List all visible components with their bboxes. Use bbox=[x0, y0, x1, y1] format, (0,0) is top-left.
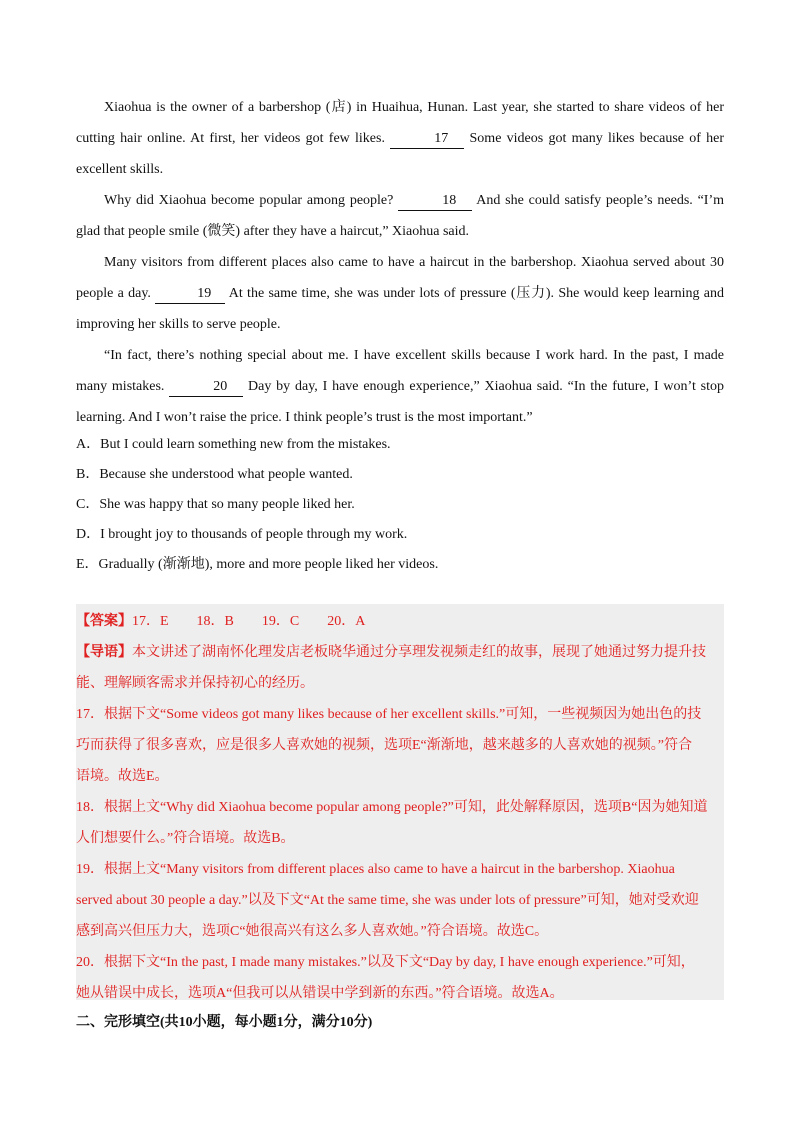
paragraph-text: And she could satisfy people’s needs. “I’m glad that people smile (微笑) after they have a haircut,” Xiaohua said. bbox=[76, 193, 725, 239]
paragraph-text: Some videos got many likes because of her excellent skills. bbox=[76, 131, 725, 177]
explanation-19-line-3: 感到高兴但压力大，选项C“她很高兴有这么多人喜欢她。”符合语境。故选C。 bbox=[76, 924, 549, 939]
answer-key-line bbox=[76, 606, 724, 637]
guide-text: 本文讲述了湖南怀化理发店老板晓华通过分享理发视频走红的故事，展现了她通过努力提升技 bbox=[132, 645, 706, 660]
guide-line-1 bbox=[76, 637, 724, 668]
option-e: E．Gradually (渐渐地), more and more people liked her videos. bbox=[76, 557, 439, 572]
explanation-17-line-1: 17．根据下文“Some videos got many likes because of her excellent skills.”可知，一些视频因为她出色的技 bbox=[76, 707, 702, 722]
paragraph-text: Why did Xiaohua become popular among people? bbox=[104, 193, 394, 208]
paragraph-text: “In fact, there’s nothing special about me. I have excellent skills because I work hard. In the past, I made many mistakes. bbox=[76, 348, 724, 394]
blank-18[interactable]: 18 bbox=[398, 192, 472, 211]
paragraph-text: At the same time, she was under lots of pressure (压力). She would keep learning and improving her skills to serve people. bbox=[76, 286, 725, 332]
option-c: C．She was happy that so many people liked her. bbox=[76, 497, 355, 512]
explanation-17-line-2: 巧而获得了很多喜欢，应是很多人喜欢她的视频，选项E“渐渐地，越来越多的人喜欢她的视频。”符合 bbox=[76, 738, 692, 753]
passage-paragraph-2 bbox=[76, 185, 724, 247]
paragraph-text: Many visitors from different places also came to have a haircut in the barbershop. Xiaohua served about 30 people a day. bbox=[76, 255, 724, 301]
explanation-20-line-2: 她从错误中成长，选项A“但我可以从错误中学到新的东西。”符合语境。故选A。 bbox=[76, 986, 564, 1001]
section-title: 二、完形填空(共10小题，每小题1分，满分10分) bbox=[76, 1015, 373, 1030]
guide-label: 【导语】 bbox=[76, 645, 132, 660]
answer-explanation-box bbox=[76, 604, 724, 1000]
option-b: B．Because she understood what people wanted. bbox=[76, 467, 353, 482]
paragraph-text: Xiaohua is the owner of a barbershop (店) in Huaihua, Hunan. Last year, she started to share videos of her cutting hair online. At first, her videos got few likes. bbox=[76, 100, 724, 146]
blank-19[interactable]: 19 bbox=[155, 285, 225, 304]
explanation-19-line-2: served about 30 people a day.”以及下文“At the same time, she was under lots of pressure”可知，她对受欢迎 bbox=[76, 893, 699, 908]
explanation-17-line-3: 语境。故选E。 bbox=[76, 769, 169, 784]
explanation-19-line-1: 19．根据上文“Many visitors from different places also came to have a haircut in the barbershop. Xiaohua bbox=[76, 862, 675, 877]
option-a: A．But I could learn something new from the mistakes. bbox=[76, 437, 391, 452]
answer-options bbox=[76, 430, 724, 580]
explanation-18-line-1: 18．根据上文“Why did Xiaohua become popular among people?”可知，此处解释原因，选项B“因为她知道 bbox=[76, 800, 708, 815]
passage-paragraph-1 bbox=[76, 92, 724, 185]
blank-20[interactable]: 20 bbox=[169, 378, 243, 397]
passage-paragraph-4 bbox=[76, 340, 724, 433]
blank-17[interactable]: 17 bbox=[390, 130, 464, 149]
option-d: D．I brought joy to thousands of people through my work. bbox=[76, 527, 408, 542]
reading-passage bbox=[76, 92, 724, 433]
answer-key: 17．E 18．B 19．C 20．A bbox=[132, 614, 366, 629]
answer-label: 【答案】 bbox=[76, 614, 132, 629]
explanation-20-line-1: 20．根据下文“In the past, I made many mistakes.”以及下文“Day by day, I have enough experience.”可知， bbox=[76, 955, 695, 970]
explanation-18-line-2: 人们想要什么。”符合语境。故选B。 bbox=[76, 831, 295, 846]
guide-line-2: 能、理解顾客需求并保持初心的经历。 bbox=[76, 676, 314, 691]
passage-paragraph-3 bbox=[76, 247, 724, 340]
paragraph-text: Day by day, I have enough experience,” Xiaohua said. “In the future, I won’t stop learning. And I won’t raise the price. I think people’s trust is the most important.” bbox=[76, 379, 724, 425]
